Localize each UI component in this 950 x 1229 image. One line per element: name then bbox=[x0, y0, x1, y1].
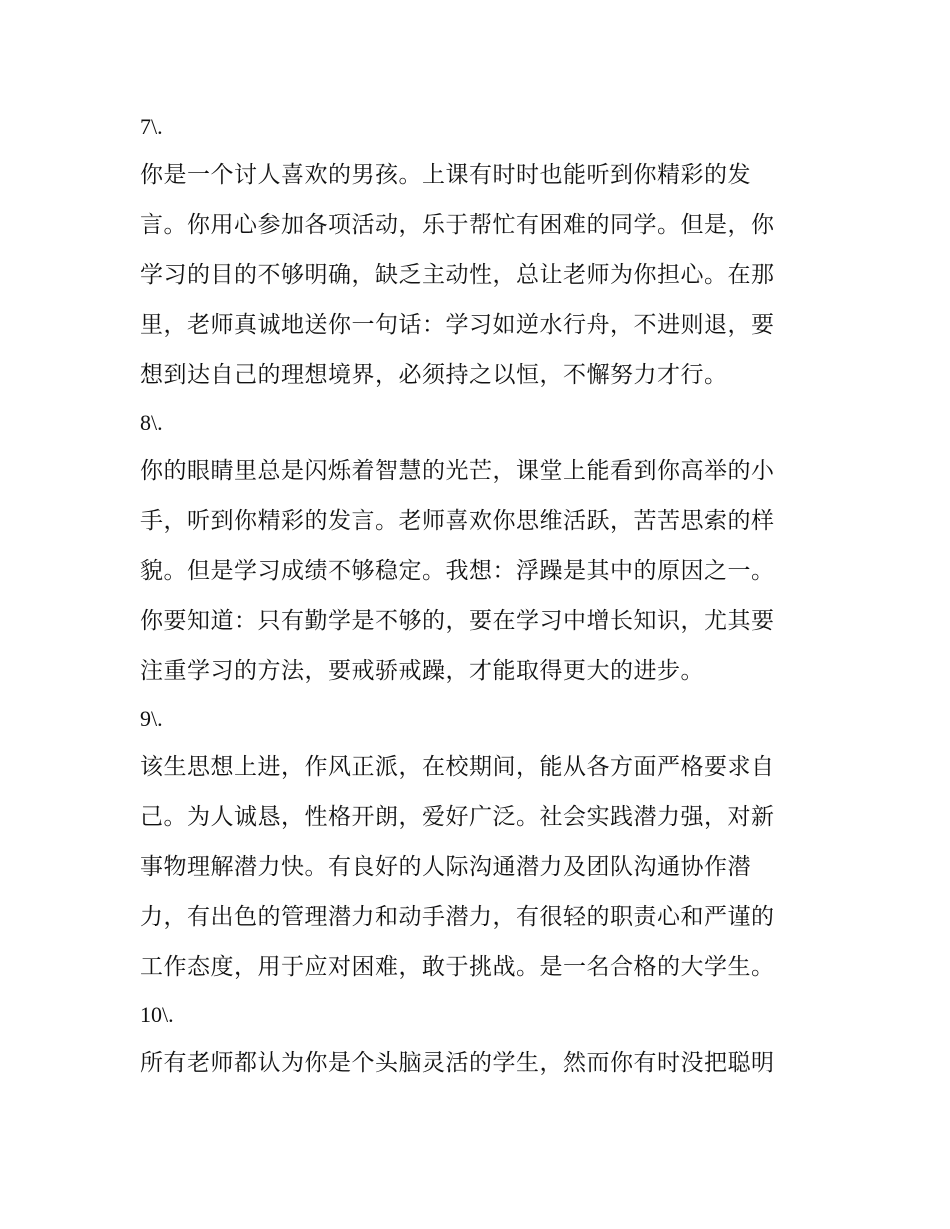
entry-paragraph bbox=[140, 446, 820, 696]
paragraph-line: 力，有出色的管理潜力和动手潜力，有很轻的职责心和严谨的 bbox=[140, 904, 775, 930]
entry-paragraph bbox=[140, 150, 820, 400]
entry-paragraph bbox=[140, 1038, 820, 1088]
entry-paragraph bbox=[140, 742, 820, 992]
comment-entry-7 bbox=[140, 104, 820, 400]
entry-number: 10\. bbox=[140, 1002, 174, 1027]
paragraph-line: 学习的目的不够明确，缺乏主动性，总让老师为你担心。在那 bbox=[140, 262, 775, 288]
comment-entry-9 bbox=[140, 696, 820, 992]
entry-number: 8\. bbox=[140, 410, 163, 435]
entry-number: 7\. bbox=[140, 114, 163, 139]
paragraph-line: 你是一个讨人喜欢的男孩。上课有时时也能听到你精彩的发 bbox=[140, 162, 751, 188]
paragraph-line: 里，老师真诚地送你一句话：学习如逆水行舟，不进则退，要 bbox=[140, 312, 775, 338]
paragraph-line: 工作态度，用于应对困难，敢于挑战。是一名合格的大学生。 bbox=[140, 954, 775, 980]
paragraph-line: 想到达自己的理想境界，必须持之以恒，不懈努力才行。 bbox=[140, 362, 728, 388]
entry-number: 9\. bbox=[140, 706, 163, 731]
paragraph-line: 该生思想上进，作风正派，在校期间，能从各方面严格要求自 bbox=[140, 754, 775, 780]
paragraph-line: 己。为人诚恳，性格开朗，爱好广泛。社会实践潜力强，对新 bbox=[140, 804, 775, 830]
paragraph-line: 注重学习的方法，要戒骄戒躁，才能取得更大的进步。 bbox=[140, 658, 704, 684]
comment-entry-8 bbox=[140, 400, 820, 696]
paragraph-line: 所有老师都认为你是个头脑灵活的学生，然而你有时没把聪明 bbox=[140, 1050, 775, 1076]
comment-entry-10 bbox=[140, 992, 820, 1088]
document-body bbox=[140, 104, 820, 1088]
paragraph-line: 事物理解潜力快。有良好的人际沟通潜力及团队沟通协作潜 bbox=[140, 854, 751, 880]
paragraph-line: 手，听到你精彩的发言。老师喜欢你思维活跃，苦苦思索的样 bbox=[140, 508, 775, 534]
paragraph-line: 你的眼睛里总是闪烁着智慧的光芒，课堂上能看到你高举的小 bbox=[140, 458, 775, 484]
paragraph-line: 言。你用心参加各项活动，乐于帮忙有困难的同学。但是，你 bbox=[140, 212, 775, 238]
paragraph-line: 貌。但是学习成绩不够稳定。我想：浮躁是其中的原因之一。 bbox=[140, 558, 775, 584]
paragraph-line: 你要知道：只有勤学是不够的，要在学习中增长知识，尤其要 bbox=[140, 608, 775, 634]
